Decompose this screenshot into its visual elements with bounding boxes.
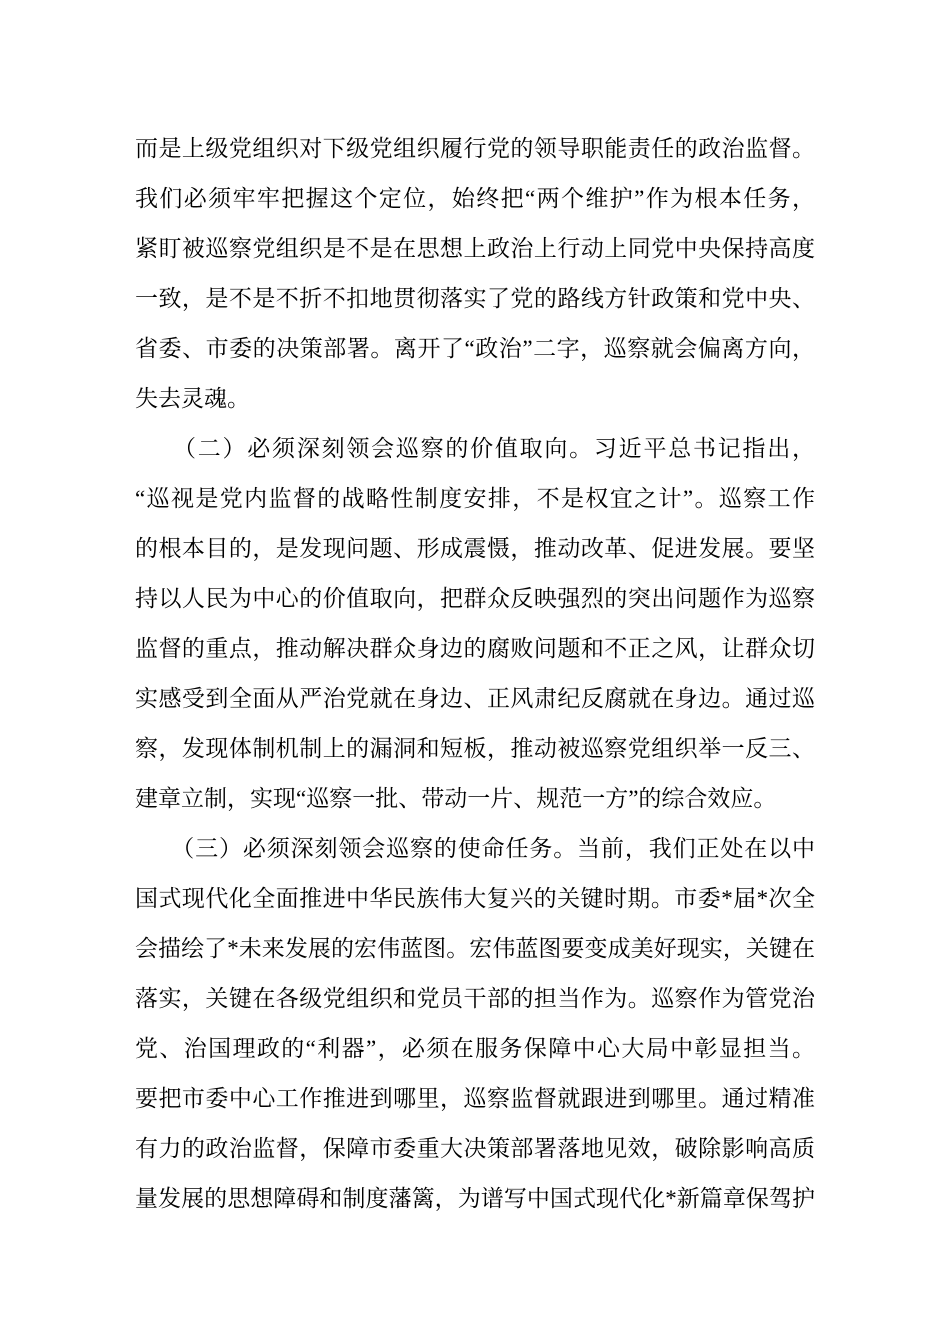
document-body — [135, 124, 815, 1224]
text-line: 建章立制，实现“巡察一批、带动一片、规范一方”的综合效应。 — [135, 786, 777, 811]
text-line: 察，发现体制机制上的漏洞和短板，推动被巡察党组织举一反三、 — [135, 736, 815, 761]
text-line: 紧盯被巡察党组织是不是在思想上政治上行动上同党中央保持高度 — [135, 236, 815, 261]
text-line: 量发展的思想障碍和制度藩篱，为谱写中国式现代化*新篇章保驾护 — [135, 1186, 815, 1211]
text-line: 监督的重点，推动解决群众身边的腐败问题和不正之风，让群众切 — [135, 636, 815, 661]
text-line: 而是上级党组织对下级党组织履行党的领导职能责任的政治监督。 — [135, 136, 815, 161]
text-line: 党、治国理政的“利器”，必须在服务保障中心大局中彰显担当。 — [135, 1036, 815, 1061]
text-line: 国式现代化全面推进中华民族伟大复兴的关键时期。市委*届*次全 — [135, 886, 815, 911]
text-line: 的根本目的，是发现问题、形成震慑，推动改革、促进发展。要坚 — [135, 536, 815, 561]
text-line: 落实，关键在各级党组织和党员干部的担当作为。巡察作为管党治 — [135, 986, 815, 1011]
paragraph-3 — [135, 824, 815, 1224]
paragraph-1 — [135, 124, 815, 424]
text-line: 要把市委中心工作推进到哪里，巡察监督就跟进到哪里。通过精准 — [135, 1086, 815, 1111]
text-line: “巡视是党内监督的战略性制度安排，不是权宜之计”。巡察工作 — [135, 486, 815, 511]
text-line: 持以人民为中心的价值取向，把群众反映强烈的突出问题作为巡察 — [135, 586, 815, 611]
text-line: 实感受到全面从严治党就在身边、正风肃纪反腐就在身边。通过巡 — [135, 686, 815, 711]
text-line: 会描绘了*未来发展的宏伟蓝图。宏伟蓝图要变成美好现实，关键在 — [135, 936, 815, 961]
text-line: （三）必须深刻领会巡察的使命任务。当前，我们正处在以中 — [135, 836, 815, 861]
text-line: （二）必须深刻领会巡察的价值取向。习近平总书记指出， — [135, 436, 815, 461]
text-line: 我们必须牢牢把握这个定位，始终把“两个维护”作为根本任务， — [135, 186, 815, 211]
text-line: 有力的政治监督，保障市委重大决策部署落地见效，破除影响高质 — [135, 1136, 815, 1161]
text-line: 一致，是不是不折不扣地贯彻落实了党的路线方针政策和党中央、 — [135, 286, 815, 311]
paragraph-2 — [135, 424, 815, 824]
text-line: 省委、市委的决策部署。离开了“政治”二字，巡察就会偏离方向， — [135, 336, 815, 361]
text-line: 失去灵魂。 — [135, 386, 250, 411]
